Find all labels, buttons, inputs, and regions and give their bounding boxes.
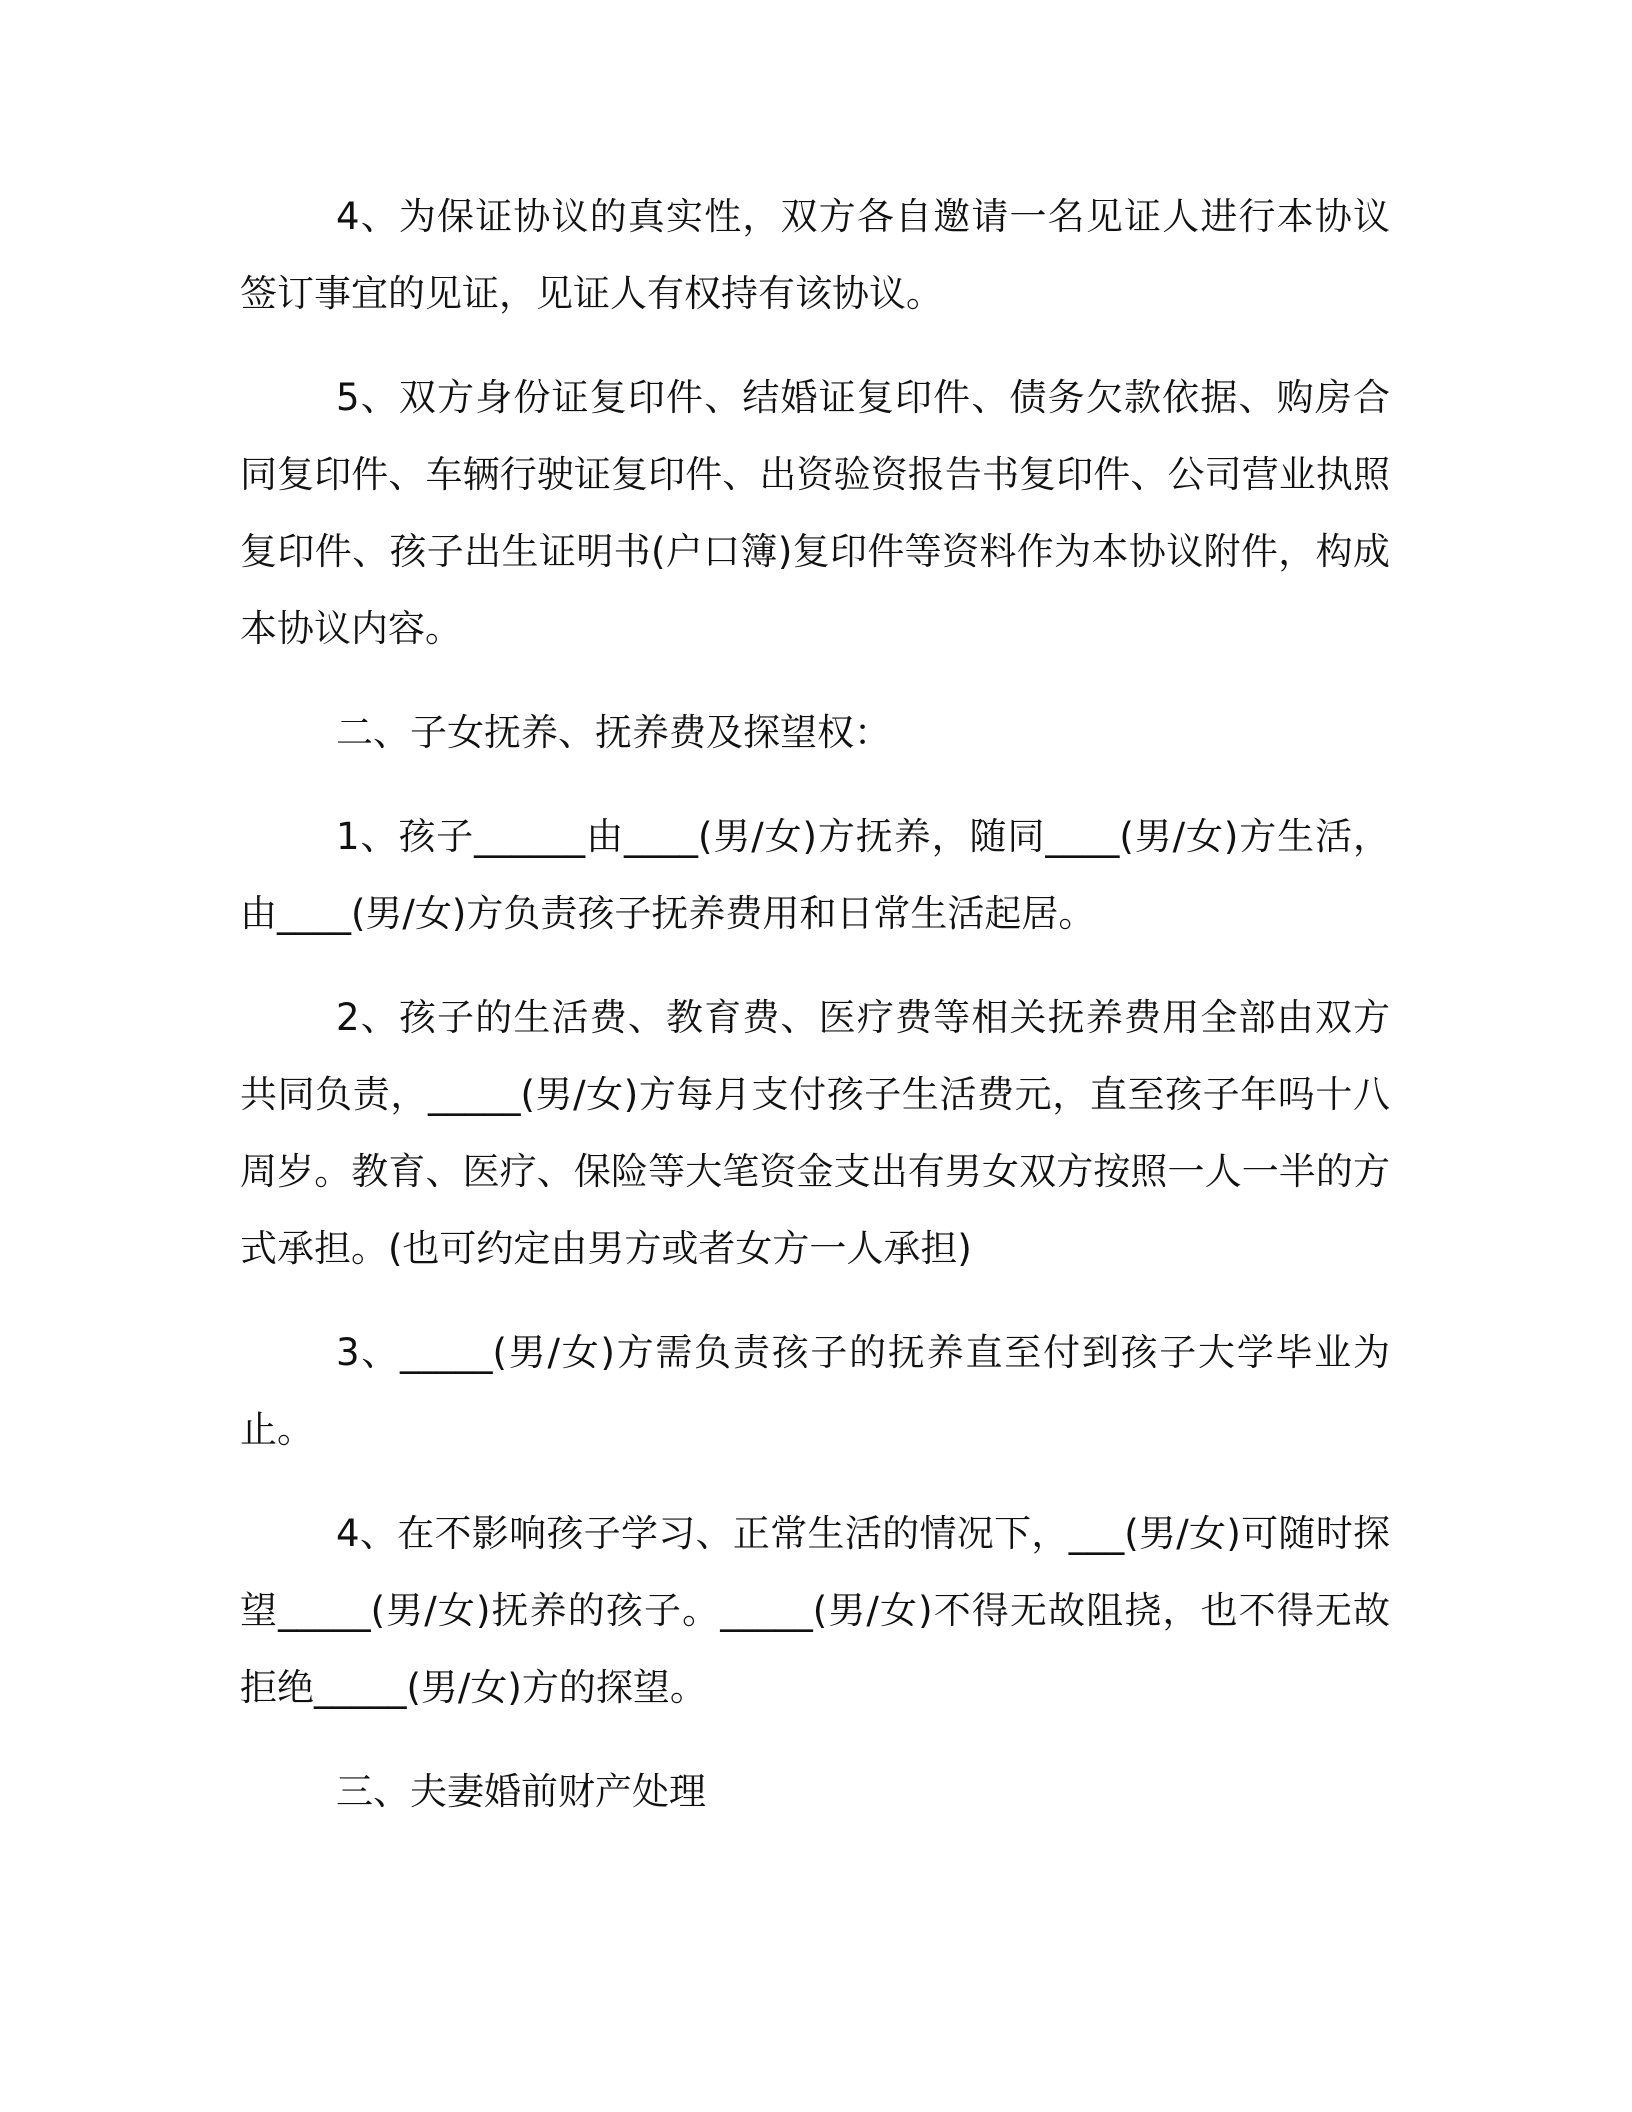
paragraph-university: 3、_____(男/女)方需负责孩子的抚养直至付到孩子大学毕业为止。 [240,1331,1390,1451]
paragraph-visitation: 4、在不影响孩子学习、正常生活的情况下，___(男/女)可随时探望_____(男/女)抚养的孩子。_____(男/女)不得无故阻挠，也不得无故拒绝_____(男/女)方的探望。 [240,1512,1390,1709]
document-page [240,178,1390,1857]
section-heading-child-custody: 二、子女抚养、抚养费及探望权： [336,711,891,754]
paragraph-support-costs: 2、孩子的生活费、教育费、医疗费等相关抚养费用全部由双方共同负责，_____(男/女)方每月支付孩子生活费元，直至孩子年吗十八周岁。教育、医疗、保险等大笔资金支出有男女双方按照一人一半的方式承担。(也可约定由男方或者女方一人承担) [240,996,1390,1270]
paragraph-attachments: 5、双方身份证复印件、结婚证复印件、债务欠款依据、购房合同复印件、车辆行驶证复印件、出资验资报告书复印件、公司营业执照复印件、孩子出生证明书(户口簿)复印件等资料作为本协议附件，构成本协议内容。 [240,376,1390,650]
paragraph-custody: 1、孩子______由____(男/女)方抚养，随同____(男/女)方生活，由____(男/女)方负责孩子抚养费用和日常生活起居。 [240,815,1390,935]
section-heading-premarital-property: 三、夫妻婚前财产处理 [336,1770,706,1813]
paragraph-witness: 4、为保证协议的真实性，双方各自邀请一名见证人进行本协议签订事宜的见证，见证人有权持有该协议。 [240,195,1390,315]
